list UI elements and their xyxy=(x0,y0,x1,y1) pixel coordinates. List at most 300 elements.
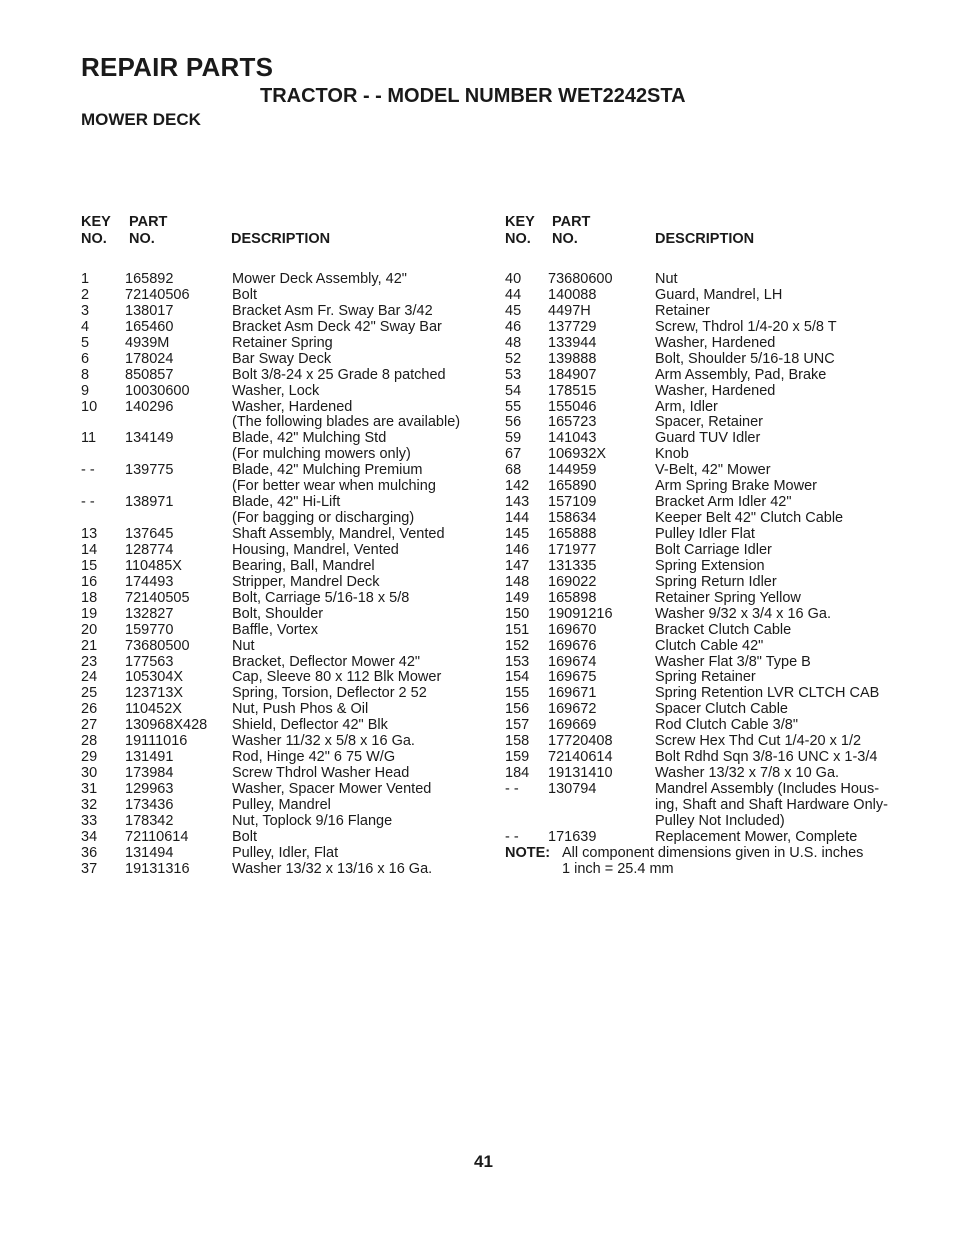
parts-row xyxy=(505,527,925,543)
part-number: 4497H xyxy=(548,302,591,319)
parts-row xyxy=(81,575,481,591)
parts-row xyxy=(81,686,481,702)
parts-rows-left xyxy=(81,272,481,878)
key-number: 4 xyxy=(81,318,90,335)
key-number: 148 xyxy=(505,573,530,590)
key-number: 156 xyxy=(505,701,530,718)
part-description: Shaft Assembly, Mandrel, Vented xyxy=(232,526,445,542)
parts-row xyxy=(505,734,925,750)
key-number: 21 xyxy=(81,637,98,654)
part-description: Spring Retention LVR CLTCH CAB xyxy=(655,685,880,702)
page-number: 41 xyxy=(474,1152,493,1171)
key-number: 6 xyxy=(81,350,90,367)
part-description: Rod Clutch Cable 3/8" xyxy=(655,717,798,734)
key-number: 26 xyxy=(81,701,98,718)
part-number: 178515 xyxy=(548,382,597,399)
part-number: 10030600 xyxy=(125,382,190,399)
parts-row xyxy=(81,766,481,782)
parts-row xyxy=(81,288,481,304)
parts-row xyxy=(505,607,925,623)
parts-row xyxy=(81,336,481,352)
part-description: Clutch Cable 42" xyxy=(655,637,764,654)
key-number: 28 xyxy=(81,733,98,750)
part-description: Washer 13/32 x 7/8 x 10 Ga. xyxy=(655,765,840,782)
key-number: 30 xyxy=(81,765,98,782)
part-number: 130794 xyxy=(548,781,597,797)
note-text: All component dimensions given in U.S. inches xyxy=(562,845,864,861)
part-number: 144959 xyxy=(548,462,597,479)
key-number: 32 xyxy=(81,796,98,813)
part-number: 130968X428 xyxy=(125,717,208,734)
key-number: 24 xyxy=(81,669,98,686)
part-description: Nut, Push Phos & Oil xyxy=(232,701,369,718)
part-number: 169022 xyxy=(548,573,597,590)
part-number: 133944 xyxy=(548,334,597,351)
parts-row xyxy=(81,702,481,718)
part-number: 138017 xyxy=(125,302,174,319)
parts-row xyxy=(505,415,925,431)
key-header-no: NO. xyxy=(505,231,531,247)
key-number: 13 xyxy=(81,526,98,542)
key-number: 53 xyxy=(505,366,522,383)
parts-row xyxy=(81,415,481,431)
parts-row xyxy=(81,463,481,479)
parts-row xyxy=(505,288,925,304)
parts-row xyxy=(505,639,925,655)
parts-row xyxy=(505,559,925,575)
key-number: 147 xyxy=(505,557,530,574)
part-description: Pulley Idler Flat xyxy=(655,526,755,542)
key-number: 157 xyxy=(505,717,530,734)
parts-row xyxy=(505,814,925,830)
part-number: 174493 xyxy=(125,573,174,590)
key-number: 154 xyxy=(505,669,530,686)
parts-row xyxy=(81,320,481,336)
part-description: Retainer Spring Yellow xyxy=(655,589,801,606)
part-description: Bolt Carriage Idler xyxy=(655,541,772,558)
part-number: 131494 xyxy=(125,844,174,861)
key-number: 34 xyxy=(81,828,98,845)
parts-row xyxy=(505,798,925,814)
part-number: 169670 xyxy=(548,621,597,638)
part-description: Spring Return Idler xyxy=(655,573,777,590)
key-number: 3 xyxy=(81,302,90,319)
parts-row xyxy=(505,447,925,463)
part-description: Arm Spring Brake Mower xyxy=(655,478,817,495)
model-subtitle: TRACTOR - - MODEL NUMBER WET2242STA xyxy=(260,85,686,107)
part-number: 138971 xyxy=(125,494,174,511)
parts-row xyxy=(81,798,481,814)
part-number: 105304X xyxy=(125,669,184,686)
parts-row xyxy=(505,400,925,416)
key-number: 5 xyxy=(81,334,90,351)
key-number: 1 xyxy=(81,271,90,287)
part-description: Bracket, Deflector Mower 42" xyxy=(232,653,421,670)
key-number: 56 xyxy=(505,414,522,431)
part-number: 169676 xyxy=(548,637,597,654)
key-number: 33 xyxy=(81,812,98,829)
parts-list-header xyxy=(505,215,925,259)
part-number: 178342 xyxy=(125,812,174,829)
note-label: NOTE: xyxy=(505,845,551,861)
part-number: 131491 xyxy=(125,749,174,766)
key-number: 19 xyxy=(81,605,98,622)
parts-row xyxy=(505,336,925,352)
part-description: Washer, Hardened xyxy=(232,398,353,415)
parts-row xyxy=(505,368,925,384)
parts-row xyxy=(81,511,481,527)
part-number: 159770 xyxy=(125,621,174,638)
key-number: 15 xyxy=(81,557,98,574)
key-number: 151 xyxy=(505,621,530,638)
key-number: 152 xyxy=(505,637,530,654)
part-number: 165898 xyxy=(548,589,597,606)
key-number: 20 xyxy=(81,621,98,638)
key-header: KEY xyxy=(505,214,535,230)
key-number: - - xyxy=(81,462,95,479)
parts-row xyxy=(81,352,481,368)
part-description: Washer, Lock xyxy=(232,382,320,399)
part-number: 110452X xyxy=(125,701,182,718)
part-description: Replacement Mower, Complete xyxy=(655,828,858,845)
parts-list-right xyxy=(505,215,925,846)
parts-row xyxy=(81,750,481,766)
parts-row xyxy=(505,718,925,734)
part-number: 155046 xyxy=(548,398,597,415)
parts-row xyxy=(81,830,481,846)
key-number: 150 xyxy=(505,605,530,622)
key-number: 18 xyxy=(81,589,98,606)
part-number: 171639 xyxy=(548,828,597,845)
key-number: 144 xyxy=(505,510,530,527)
part-description: Bolt, Shoulder 5/16-18 UNC xyxy=(655,350,835,367)
part-description: Bar Sway Deck xyxy=(232,350,332,367)
part-number: 165890 xyxy=(548,478,597,495)
key-number: 142 xyxy=(505,478,530,495)
part-number: 128774 xyxy=(125,541,174,558)
key-number: 29 xyxy=(81,749,98,766)
key-number: 25 xyxy=(81,685,98,702)
part-description: Washer, Hardened xyxy=(655,334,776,351)
part-number: 141043 xyxy=(548,430,597,447)
section-heading: MOWER DECK xyxy=(81,110,201,129)
part-description: Bolt xyxy=(232,286,257,303)
part-number: 169672 xyxy=(548,701,597,718)
part-description: Mower Deck Assembly, 42" xyxy=(232,271,407,287)
part-description: Stripper, Mandrel Deck xyxy=(232,573,380,590)
part-description: Keeper Belt 42" Clutch Cable xyxy=(655,510,844,527)
parts-row xyxy=(81,368,481,384)
part-description: Retainer xyxy=(655,302,710,319)
part-description: Screw, Thdrol 1/4-20 x 5/8 T xyxy=(655,318,837,335)
parts-row xyxy=(505,272,925,288)
key-number: 54 xyxy=(505,382,522,399)
parts-row xyxy=(81,543,481,559)
parts-row xyxy=(505,655,925,671)
parts-row xyxy=(505,591,925,607)
part-number: 73680500 xyxy=(125,637,190,654)
parts-row xyxy=(81,623,481,639)
part-number: 177563 xyxy=(125,653,174,670)
part-description: Bolt xyxy=(232,828,257,845)
parts-row xyxy=(505,543,925,559)
part-description: Bearing, Ball, Mandrel xyxy=(232,557,375,574)
part-description: ing, Shaft and Shaft Hardware Only- xyxy=(655,796,888,813)
parts-row xyxy=(81,814,481,830)
part-number: 169669 xyxy=(548,717,597,734)
part-description: Shield, Deflector 42" Blk xyxy=(232,717,388,734)
part-number: 139775 xyxy=(125,462,174,479)
key-number: 37 xyxy=(81,860,98,877)
parts-row xyxy=(505,670,925,686)
part-number: 73680600 xyxy=(548,271,613,287)
part-number: 158634 xyxy=(548,510,597,527)
part-number: 131335 xyxy=(548,557,597,574)
part-description: Knob xyxy=(655,446,689,463)
part-number: 173984 xyxy=(125,765,174,782)
key-number: 31 xyxy=(81,781,98,797)
note-conversion: 1 inch = 25.4 mm xyxy=(562,860,674,877)
part-number: 137645 xyxy=(125,526,174,542)
part-description: Arm, Idler xyxy=(655,398,718,415)
parts-row xyxy=(505,304,925,320)
part-number: 110485X xyxy=(125,557,182,574)
part-description: Arm Assembly, Pad, Brake xyxy=(655,366,827,383)
parts-row xyxy=(81,447,481,463)
parts-row xyxy=(505,782,925,798)
part-description: Retainer Spring xyxy=(232,334,333,351)
key-number: 16 xyxy=(81,573,98,590)
key-number: - - xyxy=(505,781,519,797)
part-description: Pulley, Idler, Flat xyxy=(232,844,339,861)
parts-row xyxy=(81,559,481,575)
key-number: 55 xyxy=(505,398,522,415)
part-description: V-Belt, 42" Mower xyxy=(655,462,771,479)
part-description: Spring Retainer xyxy=(655,669,756,686)
part-description: Rod, Hinge 42" 6 75 W/G xyxy=(232,749,396,766)
key-number: 10 xyxy=(81,398,98,415)
part-description: Baffle, Vortex xyxy=(232,621,318,638)
parts-list-header xyxy=(81,215,481,259)
part-number: 165888 xyxy=(548,526,597,542)
key-number: - - xyxy=(505,828,519,845)
key-number: 48 xyxy=(505,334,522,351)
part-description: Spacer, Retainer xyxy=(655,414,764,431)
part-description: Screw Hex Thd Cut 1/4-20 x 1/2 xyxy=(655,733,862,750)
part-number: 72140505 xyxy=(125,589,190,606)
part-description: Blade, 42" Mulching Std xyxy=(232,430,387,447)
key-number: 146 xyxy=(505,541,530,558)
part-description: (For better wear when mulching xyxy=(232,478,436,495)
part-number: 157109 xyxy=(548,494,597,511)
part-description: Guard, Mandrel, LH xyxy=(655,286,783,303)
part-number: 4939M xyxy=(125,334,170,351)
description-header: DESCRIPTION xyxy=(231,231,331,247)
parts-row xyxy=(81,734,481,750)
parts-row xyxy=(81,846,481,862)
page-title: REPAIR PARTS xyxy=(81,52,274,82)
part-header: PART xyxy=(552,214,591,230)
key-number: 14 xyxy=(81,541,98,558)
parts-row xyxy=(81,527,481,543)
parts-list-left xyxy=(81,215,481,878)
key-number: 68 xyxy=(505,462,522,479)
key-header: KEY xyxy=(81,214,111,230)
part-number: 134149 xyxy=(125,430,174,447)
part-description: Washer 9/32 x 3/4 x 16 Ga. xyxy=(655,605,831,622)
part-description: Bracket Asm Deck 42" Sway Bar xyxy=(232,318,442,335)
part-number: 169671 xyxy=(548,685,597,702)
part-number: 165892 xyxy=(125,271,174,287)
part-description: Housing, Mandrel, Vented xyxy=(232,541,399,558)
part-number: 72140506 xyxy=(125,286,190,303)
parts-row xyxy=(505,463,925,479)
parts-row xyxy=(505,702,925,718)
part-header-no: NO. xyxy=(552,231,578,247)
part-description: Washer 11/32 x 5/8 x 16 Ga. xyxy=(232,733,415,750)
part-description: Bolt, Shoulder xyxy=(232,605,324,622)
part-number: 19091216 xyxy=(548,605,613,622)
part-description: Bracket Asm Fr. Sway Bar 3/42 xyxy=(232,302,433,319)
parts-rows-right xyxy=(505,272,925,846)
part-description: Washer, Spacer Mower Vented xyxy=(232,781,432,797)
parts-row xyxy=(505,495,925,511)
part-number: 173436 xyxy=(125,796,174,813)
key-number: 44 xyxy=(505,286,522,303)
part-number: 165723 xyxy=(548,414,597,431)
key-number: 59 xyxy=(505,430,522,447)
key-number: 40 xyxy=(505,271,522,287)
part-number: 19131316 xyxy=(125,860,190,877)
part-description: Mandrel Assembly (Includes Hous- xyxy=(655,781,880,797)
part-description: (The following blades are available) xyxy=(232,414,461,431)
key-number: 9 xyxy=(81,382,90,399)
parts-row xyxy=(81,591,481,607)
parts-row xyxy=(505,431,925,447)
part-description: Screw Thdrol Washer Head xyxy=(232,765,410,782)
part-description: Bolt 3/8-24 x 25 Grade 8 patched xyxy=(232,366,446,383)
key-number: 23 xyxy=(81,653,98,670)
part-description: Nut xyxy=(232,637,255,654)
part-number: 171977 xyxy=(548,541,597,558)
part-number: 165460 xyxy=(125,318,174,335)
key-number: 27 xyxy=(81,717,98,734)
key-number: 2 xyxy=(81,286,90,303)
parts-row xyxy=(81,272,481,288)
part-description: Bracket Arm Idler 42" xyxy=(655,494,792,511)
part-description: Washer Flat 3/8" Type B xyxy=(655,653,811,670)
part-description: Nut, Toplock 9/16 Flange xyxy=(232,812,393,829)
parts-row xyxy=(505,320,925,336)
parts-row xyxy=(81,718,481,734)
part-description: Nut xyxy=(655,271,678,287)
key-number: 67 xyxy=(505,446,522,463)
part-description: Cap, Sleeve 80 x 112 Blk Mower xyxy=(232,669,442,686)
key-number: - - xyxy=(81,494,95,511)
part-description: (For mulching mowers only) xyxy=(232,446,411,463)
key-number: 46 xyxy=(505,318,522,335)
key-number: 36 xyxy=(81,844,98,861)
key-number: 143 xyxy=(505,494,530,511)
part-number: 169675 xyxy=(548,669,597,686)
parts-row xyxy=(505,479,925,495)
part-number: 129963 xyxy=(125,781,174,797)
part-description: Washer, Hardened xyxy=(655,382,776,399)
description-header: DESCRIPTION xyxy=(655,231,755,247)
part-description: Spring, Torsion, Deflector 2 52 xyxy=(232,685,427,702)
part-description: (For bagging or discharging) xyxy=(232,510,415,527)
parts-row xyxy=(505,575,925,591)
part-description: Spacer Clutch Cable xyxy=(655,701,788,718)
parts-row xyxy=(81,400,481,416)
parts-row xyxy=(81,607,481,623)
parts-row xyxy=(505,623,925,639)
parts-row xyxy=(81,655,481,671)
parts-row xyxy=(81,431,481,447)
part-number: 169674 xyxy=(548,653,597,670)
parts-row xyxy=(81,479,481,495)
part-description: Bolt, Carriage 5/16-18 x 5/8 xyxy=(232,589,410,606)
key-number: 158 xyxy=(505,733,530,750)
parts-row xyxy=(505,766,925,782)
parts-row xyxy=(505,686,925,702)
part-description: Pulley, Mandrel xyxy=(232,796,331,813)
part-number: 139888 xyxy=(548,350,597,367)
key-number: 149 xyxy=(505,589,530,606)
parts-row xyxy=(505,511,925,527)
part-number: 19131410 xyxy=(548,765,613,782)
key-number: 159 xyxy=(505,749,530,766)
part-header-no: NO. xyxy=(129,231,155,247)
part-number: 106932X xyxy=(548,446,607,463)
parts-row xyxy=(81,495,481,511)
part-number: 132827 xyxy=(125,605,174,622)
parts-row xyxy=(81,384,481,400)
part-number: 72110614 xyxy=(125,828,189,845)
part-description: Bolt Rdhd Sqn 3/8-16 UNC x 1-3/4 xyxy=(655,749,878,766)
key-number: 52 xyxy=(505,350,522,367)
parts-row xyxy=(81,670,481,686)
part-number: 137729 xyxy=(548,318,597,335)
parts-row xyxy=(81,862,481,878)
key-number: 145 xyxy=(505,526,530,542)
parts-row xyxy=(81,304,481,320)
parts-row xyxy=(81,639,481,655)
part-number: 850857 xyxy=(125,366,174,383)
part-description: Guard TUV Idler xyxy=(655,430,761,447)
key-number: 11 xyxy=(81,430,97,447)
part-description: Blade, 42" Mulching Premium xyxy=(232,462,423,479)
parts-row xyxy=(505,352,925,368)
key-header-no: NO. xyxy=(81,231,107,247)
part-number: 72140614 xyxy=(548,749,613,766)
part-number: 140296 xyxy=(125,398,174,415)
part-number: 178024 xyxy=(125,350,174,367)
part-description: Bracket Clutch Cable xyxy=(655,621,792,638)
part-description: Spring Extension xyxy=(655,557,765,574)
part-number: 140088 xyxy=(548,286,597,303)
part-description: Pulley Not Included) xyxy=(655,812,785,829)
key-number: 8 xyxy=(81,366,90,383)
part-number: 19111016 xyxy=(125,733,188,750)
parts-row xyxy=(505,830,925,846)
parts-row xyxy=(81,782,481,798)
parts-row xyxy=(505,384,925,400)
part-number: 184907 xyxy=(548,366,597,383)
part-number: 17720408 xyxy=(548,733,613,750)
part-description: Blade, 42" Hi-Lift xyxy=(232,494,341,511)
key-number: 45 xyxy=(505,302,522,319)
